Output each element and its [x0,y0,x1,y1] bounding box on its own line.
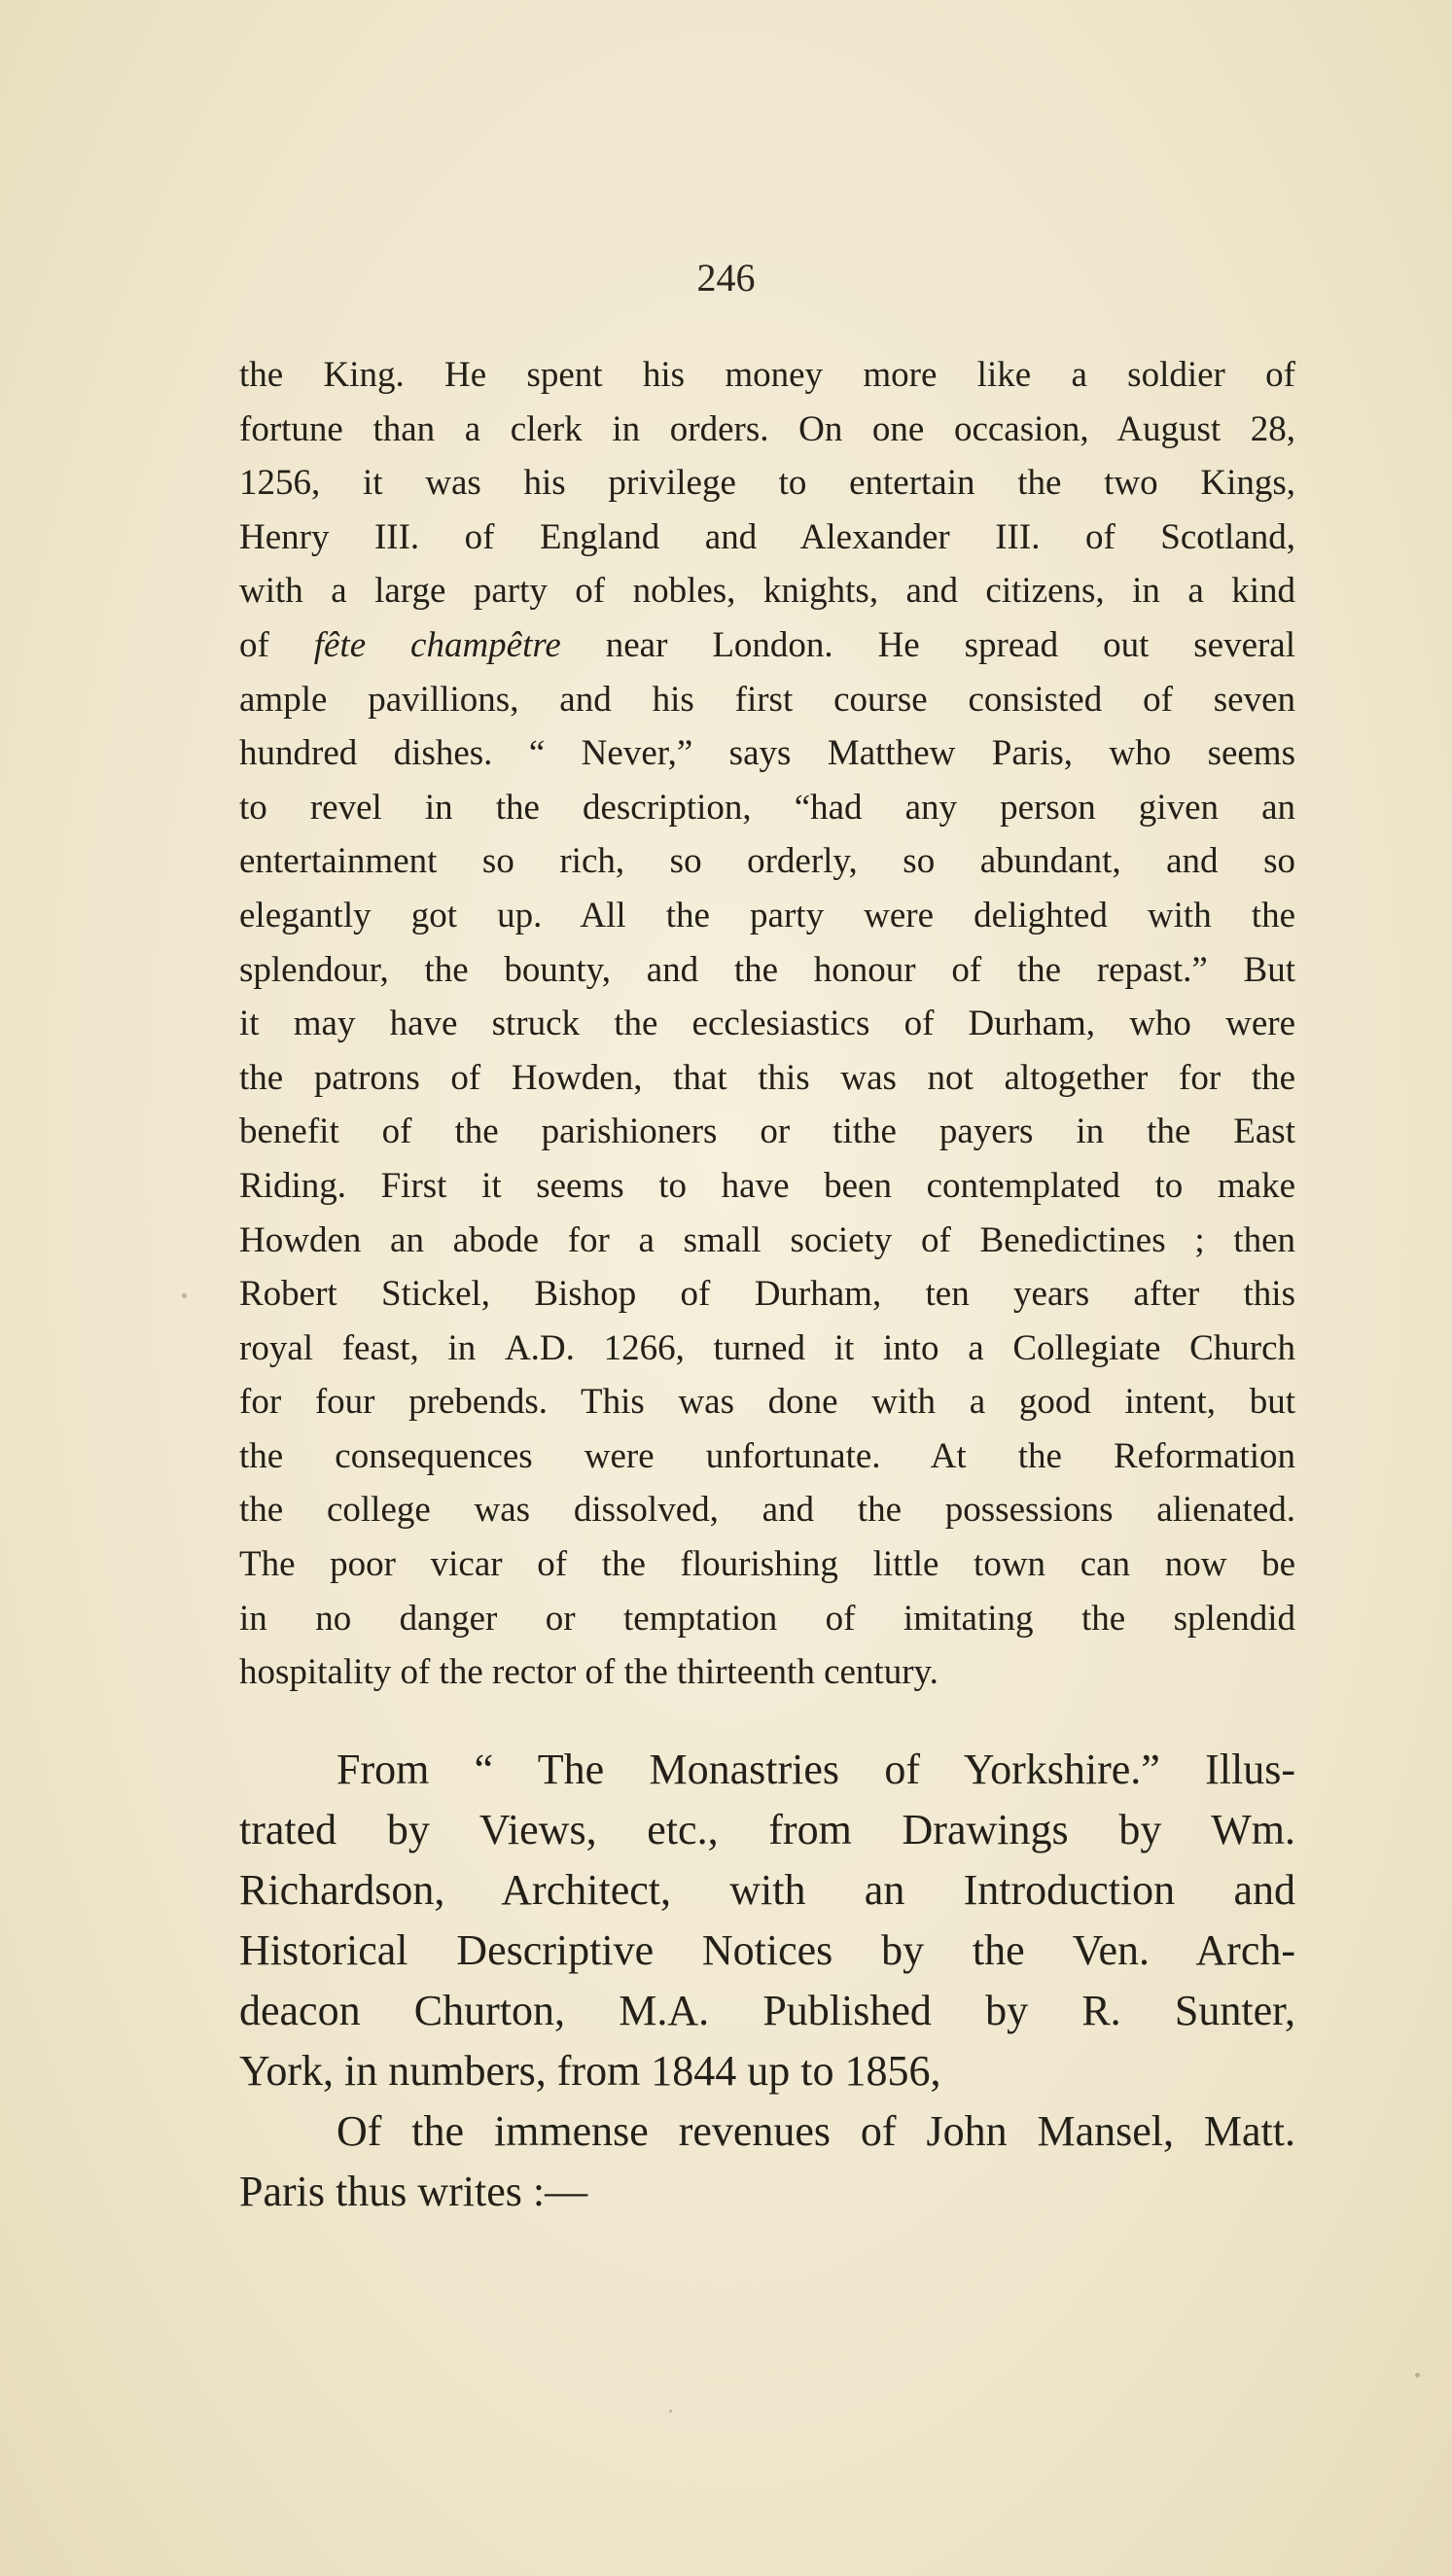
paper-speck [1415,2373,1420,2378]
italic-phrase: fête champêtre [313,624,561,665]
closing-line: Paris thus writes :— [239,2168,588,2215]
body-line: for four prebends. This was done with a good intent, but [239,1382,1295,1423]
body-line: hospitality of the rector of the thirteenth century. [239,1652,938,1693]
body-line: fortune than a clerk in orders. On one occasion, August 28, [239,408,1295,449]
body-line: elegantly got up. All the party were delighted with the [239,895,1295,935]
body-line: hundred dishes. “ Never,” says Matthew Paris, who seems [239,733,1295,774]
body-line: Riding. First it seems to have been contemplated to make [239,1165,1295,1206]
paper-speck [669,2410,672,2413]
body-line-fete-champetre [239,618,1295,673]
body-line: Henry III. of England and Alexander III. of Scotland, [239,516,1295,557]
body-line-fragment: near London. He spread out several [605,624,1296,665]
body-line: in no danger or temptation of imitating the splendid [239,1598,1295,1639]
body-line: Howden an abode for a small society of Benedictines ; then [239,1219,1295,1260]
citation-line: deacon Churton, M.A. Published by R. Sunter, [239,1987,1295,2034]
body-line: 1256, it was his privilege to entertain the two Kings, [239,463,1295,504]
body-text [239,348,1295,1700]
citation-line: trated by Views, etc., from Drawings by Wm. [239,1806,1295,1853]
citation-line: York, in numbers, from 1844 up to 1856, [239,2047,941,2095]
body-line-fragment: of [239,624,269,665]
body-line: to revel in the description, “had any person given an [239,787,1295,828]
citation-line: From “ The Monastries of Yorkshire.” Illus- [336,1746,1295,1793]
body-line-fragment: 1266, turned it into a Collegiate Church [603,1327,1295,1368]
body-line: benefit of the parishioners or tithe payers in the East [239,1112,1295,1152]
source-citation [239,1740,1295,2222]
body-line: the college was dissolved, and the possessions alienated. [239,1490,1295,1531]
body-line: the consequences were unfortunate. At the Reformation [239,1435,1295,1476]
body-line-fragment: royal feast, in [239,1327,477,1368]
body-line: Robert Stickel, Bishop of Durham, ten years after this [239,1274,1295,1315]
closing-line: Of the immense revenues of John Mansel, Matt. [336,2107,1295,2155]
paper-speck [182,1293,187,1298]
body-line: splendour, the bounty, and the honour of the repast.” But [239,949,1295,990]
body-line: The poor vicar of the flourishing little town can now be [239,1544,1295,1585]
body-line-anno-domini [239,1322,1295,1376]
citation-line: Richardson, Architect, with an Introduction and [239,1866,1295,1914]
body-line: the patrons of Howden, that this was not altogether for the [239,1057,1295,1098]
small-caps-abbreviation: A.D. [504,1327,575,1368]
page-number: 246 [696,256,756,300]
body-line: entertainment so rich, so orderly, so abundant, and so [239,841,1295,882]
citation-line: Historical Descriptive Notices by the Ven. Arch- [239,1926,1295,1974]
body-line: ample pavillions, and his first course consisted of seven [239,679,1295,720]
body-line: it may have struck the ecclesiastics of Durham, who were [239,1004,1295,1044]
body-line: the King. He spent his money more like a soldier of [239,355,1295,395]
body-line: with a large party of nobles, knights, and citizens, in a kind [239,571,1295,612]
